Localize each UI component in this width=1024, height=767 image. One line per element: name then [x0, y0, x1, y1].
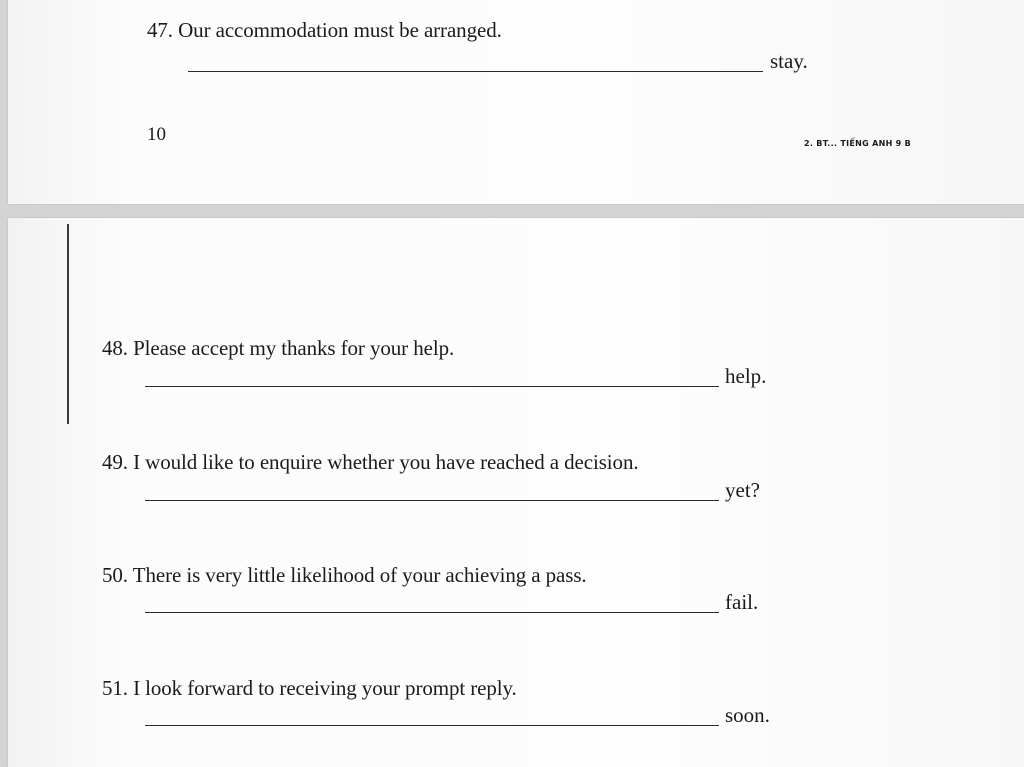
- footer-code: 2. BT... TIẾNG ANH 9 B: [804, 139, 911, 148]
- answer-line-47[interactable]: [188, 71, 763, 72]
- answer-row-47: [188, 48, 848, 78]
- keyword-47: stay.: [770, 49, 808, 73]
- keyword-50: fail.: [725, 590, 759, 614]
- top-page: [8, 0, 1024, 204]
- keyword-49: yet?: [725, 478, 760, 502]
- answer-row-49: [145, 477, 805, 507]
- answer-row-50: [145, 589, 805, 619]
- question-50: 50. There is very little likelihood of your achieving a pass.: [102, 563, 587, 587]
- question-48: 48. Please accept my thanks for your help.: [102, 336, 455, 360]
- answer-row-48: [145, 363, 805, 393]
- answer-line-49[interactable]: [145, 500, 719, 501]
- answer-line-50[interactable]: [145, 612, 719, 613]
- question-49: 49. I would like to enquire whether you have reached a decision.: [102, 450, 639, 474]
- page-number: 10: [147, 124, 166, 145]
- answer-row-51: [145, 702, 805, 732]
- keyword-48: help.: [725, 364, 767, 388]
- bottom-page: [8, 218, 1024, 767]
- answer-line-48[interactable]: [145, 386, 719, 387]
- question-51: 51. I look forward to receiving your prompt reply.: [102, 676, 517, 700]
- question-47: 47. Our accommodation must be arranged.: [147, 18, 502, 42]
- answer-line-51[interactable]: [145, 725, 719, 726]
- page-edge-line: [67, 224, 69, 424]
- keyword-51: soon.: [725, 703, 770, 727]
